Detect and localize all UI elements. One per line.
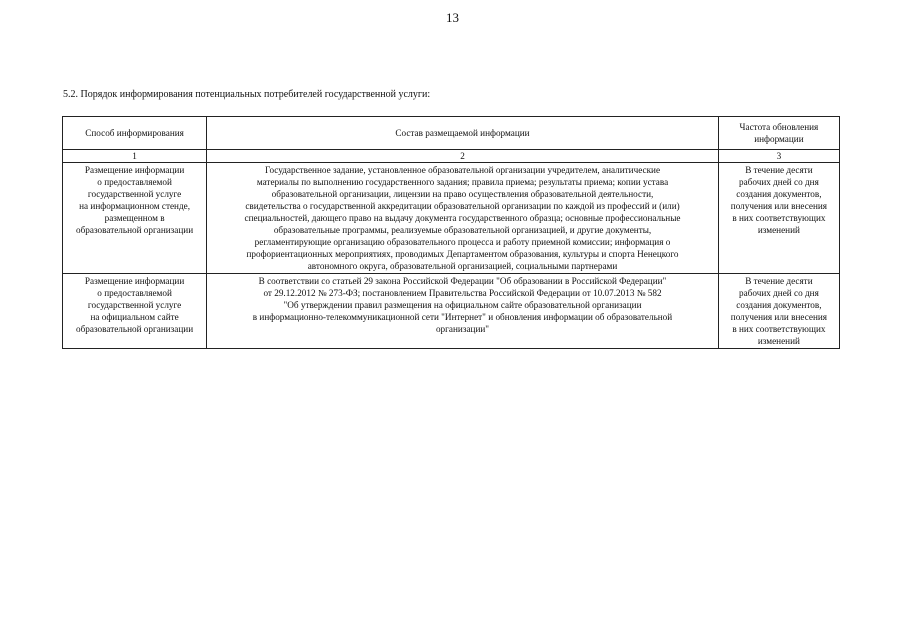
text-line: размещенном в [104,213,165,223]
text-line: изменений [757,225,800,235]
column-number-row [63,150,840,163]
text-line: образовательные программы, реализуемые образовательной организацией, и другие документы, [273,225,652,235]
text-line: автономного округа, образовательной организацией, социальными партнерами [307,261,618,271]
text-line: В течение десяти [745,165,813,175]
text-line: создания документов, [736,189,822,199]
text-line: в них соответствующих [732,213,826,223]
text-line: государственной услуге [87,300,182,310]
text-line: рабочих дней со дня [739,288,819,298]
header-frequency-line: информации [754,134,804,144]
text-line: свидетельства о государственной аккредитации образовательной организации по каждой из профессий и (или) [245,201,680,211]
column-number: 2 [207,150,719,163]
header-frequency-line: Частота обновления [739,122,819,132]
table-header [63,117,840,150]
text-line: материалы по выполнению государственного задания; правила приема; результаты приема; копии устава [256,177,669,187]
method-cell [63,274,207,349]
header-content: Состав размещаемой информации [207,117,719,150]
text-line: "Об утверждении правил размещения на официальном сайте образовательной организации [283,300,642,310]
text-line: организации" [435,324,490,334]
content-cell [207,163,719,274]
text-line: образовательной организации [76,324,194,334]
text-line: получения или внесения [730,201,828,211]
text-line: на информационном стенде, [79,201,191,211]
text-line: специальностей, дающего право на выдачу документа государственного образца; основные профессиональные [244,213,681,223]
header-row [63,117,840,150]
table-row [63,163,840,274]
text-line: Государственное задание, установленное образовательной организации учредителем, аналитические [264,165,661,175]
text-line: образовательной организации, лицензии на право осуществления образовательной деятельности, [271,189,654,199]
header-method: Способ информирования [63,117,207,150]
text-line: получения или внесения [730,312,828,322]
text-line: о предоставляемой [97,177,172,187]
text-line: о предоставляемой [97,288,172,298]
text-line: В соответствии со статьей 29 закона Российской Федерации "Об образовании в Российской Федерации" [258,276,667,286]
table-row [63,274,840,349]
text-line: В течение десяти [745,276,813,286]
text-line: рабочих дней со дня [739,177,819,187]
table-body [63,150,840,349]
text-line: изменений [757,336,800,346]
section-heading: 5.2. Порядок информирования потенциальных потребителей государственной услуги: [63,89,431,100]
text-line: профориентационных мероприятиях, проводимых Департаментом образования, культуры и спорта Ненецкого [246,249,679,259]
information-table [62,116,840,349]
page-number: 13 [446,10,459,25]
column-number: 1 [63,150,207,163]
text-line: государственной услуге [87,189,182,199]
frequency-cell [718,163,839,274]
frequency-cell [718,274,839,349]
text-line: в них соответствующих [732,324,826,334]
method-cell [63,163,207,274]
column-number: 3 [718,150,839,163]
content-cell [207,274,719,349]
text-line: Размещение информации [84,276,185,286]
text-line: в информационно-телекоммуникационной сети "Интернет" и обновления информации об образовательной [252,312,673,322]
text-line: создания документов, [736,300,822,310]
text-line: регламентирующие организацию образовательного процесса и работу приемной комиссии; информация о [254,237,671,247]
text-line: образовательной организации [76,225,194,235]
text-line: на официальном сайте [90,312,179,322]
text-line: Размещение информации [84,165,185,175]
text-line: от 29.12.2012 № 273-ФЗ; постановлением Правительства Российской Федерации от 10.07.2013 № 582 [263,288,662,298]
header-frequency [718,117,839,150]
